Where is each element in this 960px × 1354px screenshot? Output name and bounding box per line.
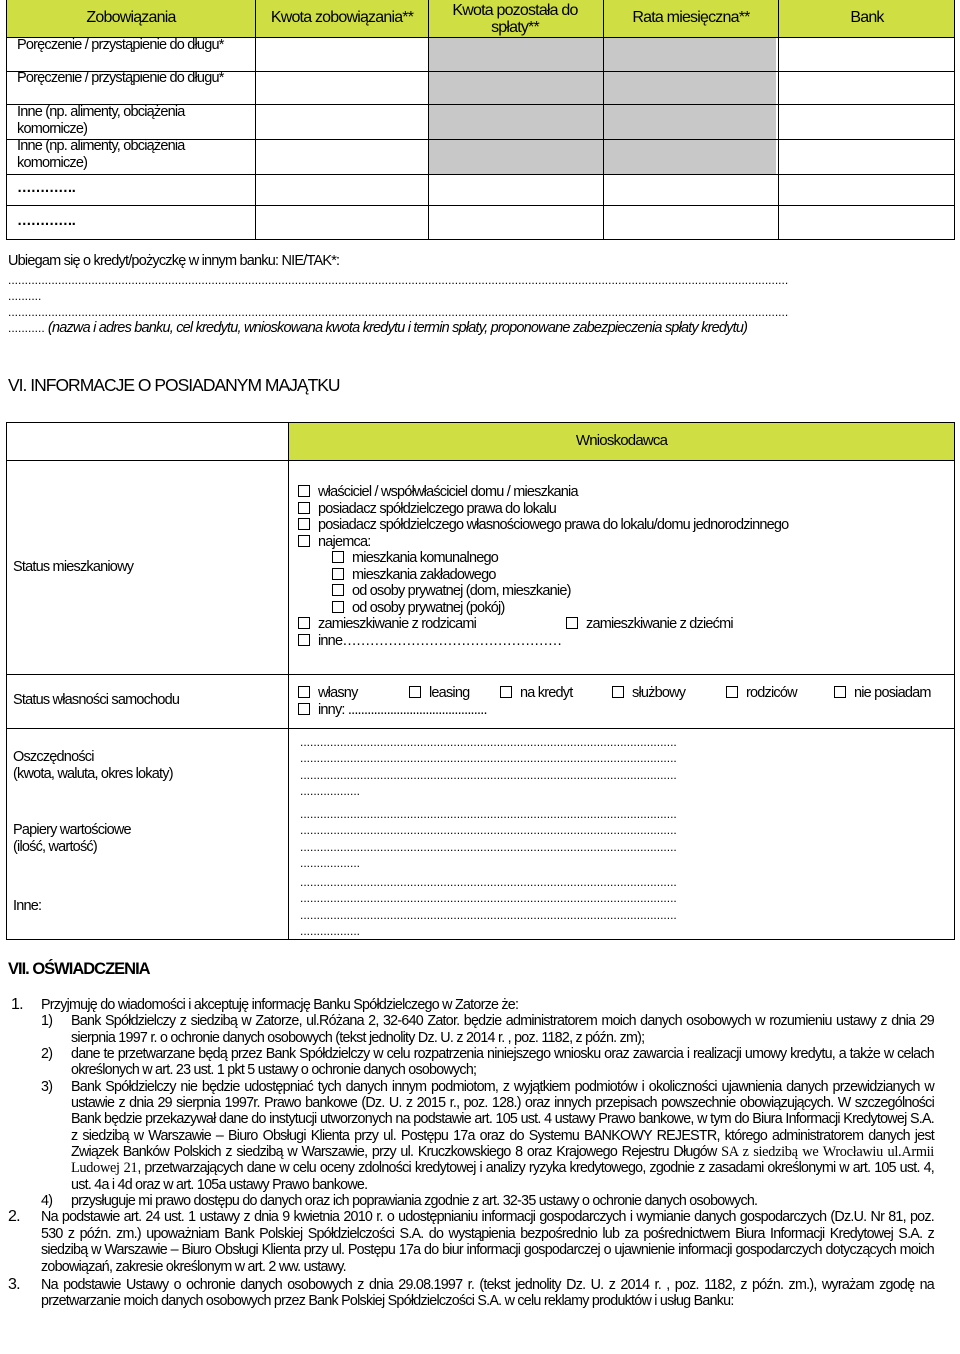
fill-line[interactable]: .................. [300, 784, 361, 799]
tenant-option[interactable] [298, 567, 948, 584]
item-text: przysługuje mi prawo dostępu do danych oraz ich poprawiania zgodnie z art. 32-35 ustawy o ochronie danych osobowych. [71, 1193, 758, 1210]
checkbox[interactable] [500, 686, 512, 698]
option-label: zamieszkiwanie z dziećmi [586, 616, 733, 632]
statement-number: 3. [8, 1275, 20, 1293]
checkbox[interactable] [409, 686, 421, 698]
option-label: posiadacz spółdzielczego własnościowego prawa do lokalu/domu jednorodzinnego [318, 517, 789, 533]
row-label: Inne (np. alimenty, obciążenia komornicze) [17, 104, 185, 137]
item-number: 3) [41, 1078, 53, 1095]
statement-text: Przyjmuję do wiadomości i akceptuję informację Banku Spółdzielczego w Zatorze że: [41, 997, 519, 1013]
housing-option[interactable] [298, 517, 948, 534]
option-label: mieszkania komunalnego [352, 550, 499, 566]
applicant-header: Wnioskodawca [575, 432, 668, 449]
section-7-title: VII. OŚWIADCZENIA [8, 960, 150, 978]
housing-option[interactable] [298, 616, 566, 633]
statements [8, 997, 934, 1310]
row-label: …………. [17, 180, 76, 196]
checkbox[interactable] [612, 686, 624, 698]
checkbox[interactable] [298, 518, 310, 530]
option-label: właściciel / współwłaściciel domu / mieszkania [318, 484, 578, 500]
row-label: Poręczenie / przystąpienie do długu* [17, 37, 224, 53]
header-bank: Bank [850, 9, 884, 26]
other-assets-lines[interactable] [300, 874, 952, 940]
statement-number: 2. [8, 1208, 20, 1226]
fill-line[interactable]: ................................................................................................................. [300, 807, 677, 821]
checkbox[interactable] [298, 535, 310, 547]
other-bank-question: Ubiegam się o kredyt/pożyczkę w innym banku: NIE/TAK*: [8, 253, 340, 269]
tenant-option[interactable] [298, 550, 948, 567]
fill-line[interactable]: ................................................................................................................. [300, 735, 677, 749]
car-option[interactable] [409, 685, 469, 702]
savings-lines[interactable] [300, 734, 952, 800]
statement-1 [8, 997, 934, 1013]
fill-line[interactable]: ................................................................................................................. [300, 839, 677, 854]
checkbox[interactable] [298, 485, 310, 497]
row-label: Inne (np. alimenty, obciążenia komornicze) [17, 138, 185, 171]
car-options [298, 685, 954, 718]
statement-text: Na podstawie Ustawy o ochronie danych osobowych z dnia 29.08.1997 r. (tekst jednolity Dz. U. z 2014 r. , poz. 1182, z późn. zm.), wyrażam zgodę na przetwarzanie moich danych osobowych przez Bank Polskiej Spółdzielczości S.A. w celu reklamy produktów i usług Banku: [41, 1276, 934, 1310]
item-text: dane te przetwarzane będą przez Bank Spółdzielczy w celu rozpatrzenia niniejszego wniosku oraz zawarcia i realizacji umowy kredytu, a także w celach określonych w art. 23 ust. 1 pkt 5 ustawy o ochronie danych osobowych; [71, 1046, 934, 1079]
item-text: Bank Spółdzielczy nie będzie udostępniać tych danych innym podmiotom, z wyjątkiem podmiotów i okoliczności ujawnienia danych przewidzianych w ustawie z dnia 29 sierpnia 1997r. Prawo bankowe (Dz. U. z 2015 r., poz. 128.) oraz innych przepisach powszechnie obowiązujących. W szczególności Bank będzie przekazywał dane do instytucji utworzonych na podstawie art. 105 ust. 4 ustawy Prawo bankowe, w tym do Biura Informacji Kredytowej S.A. z siedzibą w Warszawie – Biuro Obsługi Klienta przy ul. Postępu 17a oraz do Systemu BANKOWY REJESTR, którego administratorem danych jest Związek Banków Polskich z siedzibą w Warszawie, przy ul. Kruczkowskiego 8 oraz Krajowego Rejestru Długów [71, 1078, 934, 1161]
statement-number: 1. [11, 996, 23, 1013]
header-remaining: Kwota pozostała do spłaty** [452, 2, 578, 36]
savings-label [13, 749, 173, 782]
savings-label-line: Oszczędności [13, 749, 94, 765]
fill-line[interactable]: .................. [300, 924, 361, 939]
item-number: 1) [41, 1013, 53, 1030]
header-liabilities: Zobowiązania [86, 9, 176, 26]
car-option[interactable] [834, 685, 931, 702]
header-installment: Rata miesięczna** [632, 9, 750, 26]
securities-label-line: Papiery wartościowe [13, 822, 131, 838]
option-label: inny: ........................................... [318, 701, 487, 718]
option-label: inne………………………………………… [318, 632, 562, 649]
car-option[interactable] [298, 702, 954, 719]
car-option[interactable] [726, 685, 797, 702]
securities-lines[interactable] [300, 806, 952, 872]
checkbox[interactable] [298, 634, 310, 646]
checkbox[interactable] [566, 617, 578, 629]
other-bank-note-dots: ........... [8, 321, 45, 335]
tenant-option[interactable] [298, 583, 948, 600]
housing-option[interactable] [298, 633, 948, 650]
row-label: Poręczenie / przystąpienie do długu* [17, 70, 224, 86]
statement-text: Na podstawie art. 24 ust. 1 ustawy z dnia 9 kwietnia 2010 r. o udostępnianiu informacji gospodarczych i wymianie danych gospodarczych (Dz.U. Nr 81, poz. 530 z późn. zm.) upoważniam Bank Polskiej Spółdzielczości S.A. do wystąpienia bezpośrednio lub za pośrednictwem Biura Informacji Kredytowej S.A. z siedzibą w Warszawie – Biuro Obsługi Klienta przy ul. Postępu 17a do biur informacji gospodarczej o ujawnienie informacji gospodarczych dotyczących moich zobowiązań, zakresie określonym w art. 2 ww. ustawy. [41, 1209, 934, 1275]
option-label: od osoby prywatnej (dom, mieszkanie) [352, 583, 571, 599]
other-assets-label: Inne: [13, 898, 42, 914]
fill-line[interactable]: ................................................................................................................. [300, 767, 677, 782]
checkbox[interactable] [298, 502, 310, 514]
statement-2 [8, 1209, 934, 1274]
housing-option[interactable] [298, 484, 948, 501]
fill-line[interactable]: .................. [300, 856, 361, 871]
statement-item [8, 1013, 934, 1046]
checkbox[interactable] [332, 551, 344, 563]
housing-options [298, 484, 948, 649]
item-number: 2) [41, 1046, 53, 1063]
option-label: od osoby prywatnej (pokój) [352, 599, 505, 616]
statement-item [8, 1046, 934, 1079]
option-label: własny [318, 685, 358, 701]
housing-option[interactable] [566, 616, 733, 632]
option-label: na kredyt [520, 685, 573, 701]
car-option[interactable] [298, 685, 358, 702]
checkbox[interactable] [726, 686, 738, 698]
checkbox[interactable] [332, 601, 344, 613]
car-option[interactable] [500, 685, 572, 702]
tenant-option[interactable] [298, 600, 948, 617]
item-text: , przetwarzających dane w celu oceny zdolności kredytowej i analizy ryzyka kredytowego, zgodnie z zasadami określonymi w art. 105 ust. 4, ust. 4a i 4d oraz w art. 105a ustawy Prawo bankowe. [71, 1160, 934, 1193]
savings-label-line: (kwota, waluta, okres lokaty) [13, 765, 173, 782]
other-bank-dots: .......................................................................................................................................................................................................................................... [8, 305, 789, 319]
option-label: posiadacz spółdzielczego prawa do lokalu [318, 500, 557, 517]
other-bank-dots: .......... [8, 289, 42, 303]
option-label: nie posiadam [854, 685, 931, 701]
statement-item [8, 1193, 934, 1209]
car-status-label: Status własności samochodu [13, 692, 180, 708]
checkbox[interactable] [332, 584, 344, 596]
checkbox[interactable] [332, 568, 344, 580]
securities-label-line: (ilość, wartość) [13, 838, 97, 855]
option-label: mieszkania zakładowego [352, 566, 496, 583]
checkbox[interactable] [298, 703, 310, 715]
car-option[interactable] [612, 685, 685, 702]
header-amount: Kwota zobowiązania** [270, 9, 414, 26]
option-label: najemca: [318, 533, 371, 550]
housing-option-row [298, 616, 948, 633]
securities-label [13, 822, 131, 855]
statement-item [8, 1079, 934, 1193]
statement-3 [8, 1277, 934, 1310]
fill-line[interactable]: ................................................................................................................. [300, 751, 677, 766]
car-options-row [298, 685, 954, 702]
option-label: służbowy [632, 685, 686, 701]
checkbox[interactable] [298, 617, 310, 629]
fill-line[interactable]: ................................................................................................................. [300, 891, 677, 906]
housing-option[interactable] [298, 534, 948, 551]
row-label: …………. [17, 213, 76, 229]
checkbox[interactable] [834, 686, 846, 698]
other-bank-note-text: (nazwa i adres banku, cel kredytu, wnioskowana kwota kredytu i termin spłaty, proponowane zabezpieczenia spłaty kredytu) [47, 320, 748, 336]
item-number: 4) [41, 1193, 53, 1210]
fill-line[interactable]: ................................................................................................................. [300, 823, 677, 838]
item-text: Bank Spółdzielczy z siedzibą w Zatorze, ul.Różana 2, 32-640 Zator. będzie administratorem moich danych osobowych w rozumieniu ustawy z dnia 29 sierpnia 1997 r. o ochronie danych osobowych (tekst jednolity Dz. U. z 2014 r. , poz. 1182, z późn. zm); [71, 1013, 934, 1046]
section-6-title: VI. INFORMACJE O POSIADANYM MAJĄTKU [8, 375, 340, 395]
fill-line[interactable]: ................................................................................................................. [300, 907, 677, 922]
housing-option[interactable] [298, 501, 948, 518]
checkbox[interactable] [298, 686, 310, 698]
option-label: leasing [429, 685, 470, 701]
option-label: rodziców [746, 685, 797, 701]
option-label: zamieszkiwanie z rodzicami [318, 616, 477, 632]
fill-line[interactable]: ................................................................................................................. [300, 875, 677, 889]
housing-status-label: Status mieszkaniowy [13, 559, 134, 575]
item-text: SA z siedzibą we Wrocławiu ul.Armii Ludowej 21 [71, 1144, 934, 1177]
other-bank-dots: .......................................................................................................................................................................................................................................... [8, 273, 789, 287]
